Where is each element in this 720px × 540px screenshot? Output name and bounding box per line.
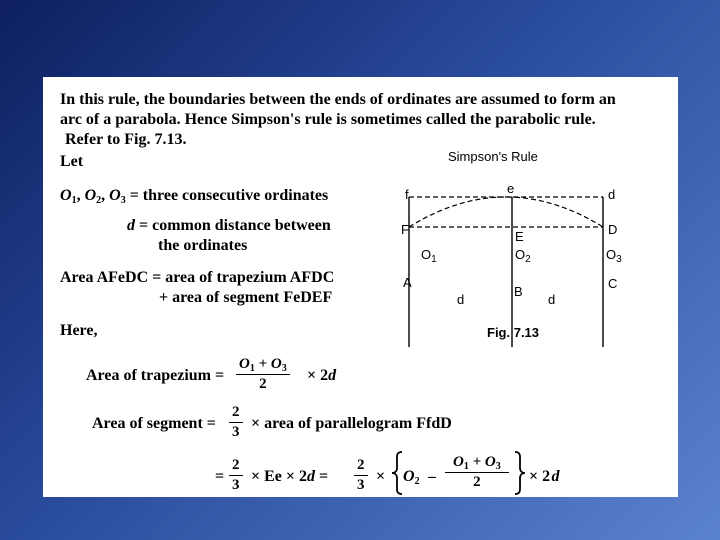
label-E: E [515, 229, 524, 244]
final-minus: – [428, 468, 436, 485]
o2-subscript: 2 [96, 195, 102, 206]
final-inner-fraction [445, 454, 509, 491]
intro-line-2: arc of a parabola. Hence Simpson's rule is sometimes called the parabolic rule. [60, 111, 596, 128]
separator-2: , [101, 187, 110, 204]
label-C: C [608, 276, 618, 291]
trapezium-d: d [328, 367, 337, 384]
label-f: f [405, 187, 409, 202]
final-fraction-2-numerator: 2 [354, 457, 368, 476]
common-distance-definition [127, 217, 331, 235]
area-statement-line-2: + area of segment FeDEF [159, 289, 333, 306]
final-o2 [403, 468, 420, 486]
final-times: × [376, 468, 386, 485]
final-inner-fraction-denominator: 2 [473, 474, 481, 490]
intro-line-3: Refer to Fig. 7.13. [65, 131, 187, 148]
trapezium-times-2: × 2 [307, 367, 329, 384]
segment-label: Area of segment = [92, 415, 216, 432]
o1-symbol: O [60, 187, 72, 204]
label-O3 [606, 247, 622, 265]
label-d-top: d [608, 187, 616, 202]
final-fraction-1 [229, 457, 243, 494]
label-A: A [403, 275, 412, 290]
left-brace [390, 450, 404, 496]
trapezium-fraction-numerator: $O_1 + O_3$ [236, 356, 290, 375]
separator-1: , [76, 187, 85, 204]
final-o2-symbol: O [403, 468, 415, 485]
intro-line-1: In this rule, the boundaries between the ends of ordinates are assumed to form an [60, 91, 616, 108]
label-D: D [608, 222, 618, 237]
d-symbol: d [127, 217, 135, 234]
o3-symbol: O [109, 187, 121, 204]
right-brace [513, 450, 527, 496]
area-statement-line-1: Area AFeDC = area of trapezium AFDC [60, 269, 335, 286]
label-F: F [401, 222, 409, 237]
final-fraction-2-denominator: 3 [357, 477, 365, 493]
figure-caption: Fig. 7.13 [487, 325, 540, 340]
final-fraction-2 [354, 457, 368, 494]
ordinates-definition [60, 187, 328, 205]
final-tail [529, 468, 559, 486]
final-d-1: d [307, 468, 316, 485]
trapezium-label: Area of trapezium = [86, 367, 225, 384]
segment-fraction [229, 404, 243, 441]
label-O1-sub: 1 [431, 254, 437, 265]
segment-rest: × area of parallelogram FfdD [251, 415, 452, 432]
common-distance-text-2: the ordinates [158, 237, 248, 254]
figure-title: Simpson's Rule [448, 149, 538, 164]
o1-subscript: 1 [71, 195, 77, 206]
o3-subscript: 3 [120, 195, 126, 206]
final-fraction-1-numerator: 2 [229, 457, 243, 476]
o2-symbol: O [84, 187, 97, 204]
parabolic-arc [409, 197, 603, 227]
final-o2-subscript: 2 [414, 476, 420, 487]
final-equals-2: = [315, 468, 329, 485]
final-inner-fraction-numerator: $O_1 + O_3$ [445, 454, 509, 473]
label-O2-sub: 2 [525, 254, 531, 265]
label-d-right: d [548, 292, 556, 307]
label-O1 [421, 247, 437, 265]
final-part-1 [251, 468, 328, 486]
label-d-left: d [457, 292, 465, 307]
segment-fraction-numerator: 2 [229, 404, 243, 423]
let-label: Let [60, 153, 84, 170]
trapezium-fraction-denominator: 2 [259, 376, 267, 392]
common-distance-text: = common distance between [135, 217, 331, 234]
final-tail-text: × 2 [529, 468, 551, 485]
here-label: Here, [60, 322, 98, 339]
label-O2-letter: O [515, 247, 526, 262]
label-O2 [515, 247, 531, 265]
final-d-2: d [551, 468, 560, 485]
label-e: e [507, 181, 515, 196]
label-B: B [514, 284, 523, 299]
trapezium-times [307, 367, 336, 385]
label-O3-letter: O [606, 247, 617, 262]
final-fraction-1-denominator: 3 [232, 477, 240, 493]
final-part-1-text: × Ee × 2 [251, 468, 308, 485]
trapezium-fraction [236, 356, 290, 393]
segment-fraction-denominator: 3 [232, 424, 240, 440]
label-O3-sub: 3 [616, 254, 622, 265]
final-equals: = [215, 468, 225, 485]
slide-page [43, 77, 678, 497]
ordinates-text: = three consecutive ordinates [125, 187, 329, 204]
label-O1-letter: O [421, 247, 432, 262]
